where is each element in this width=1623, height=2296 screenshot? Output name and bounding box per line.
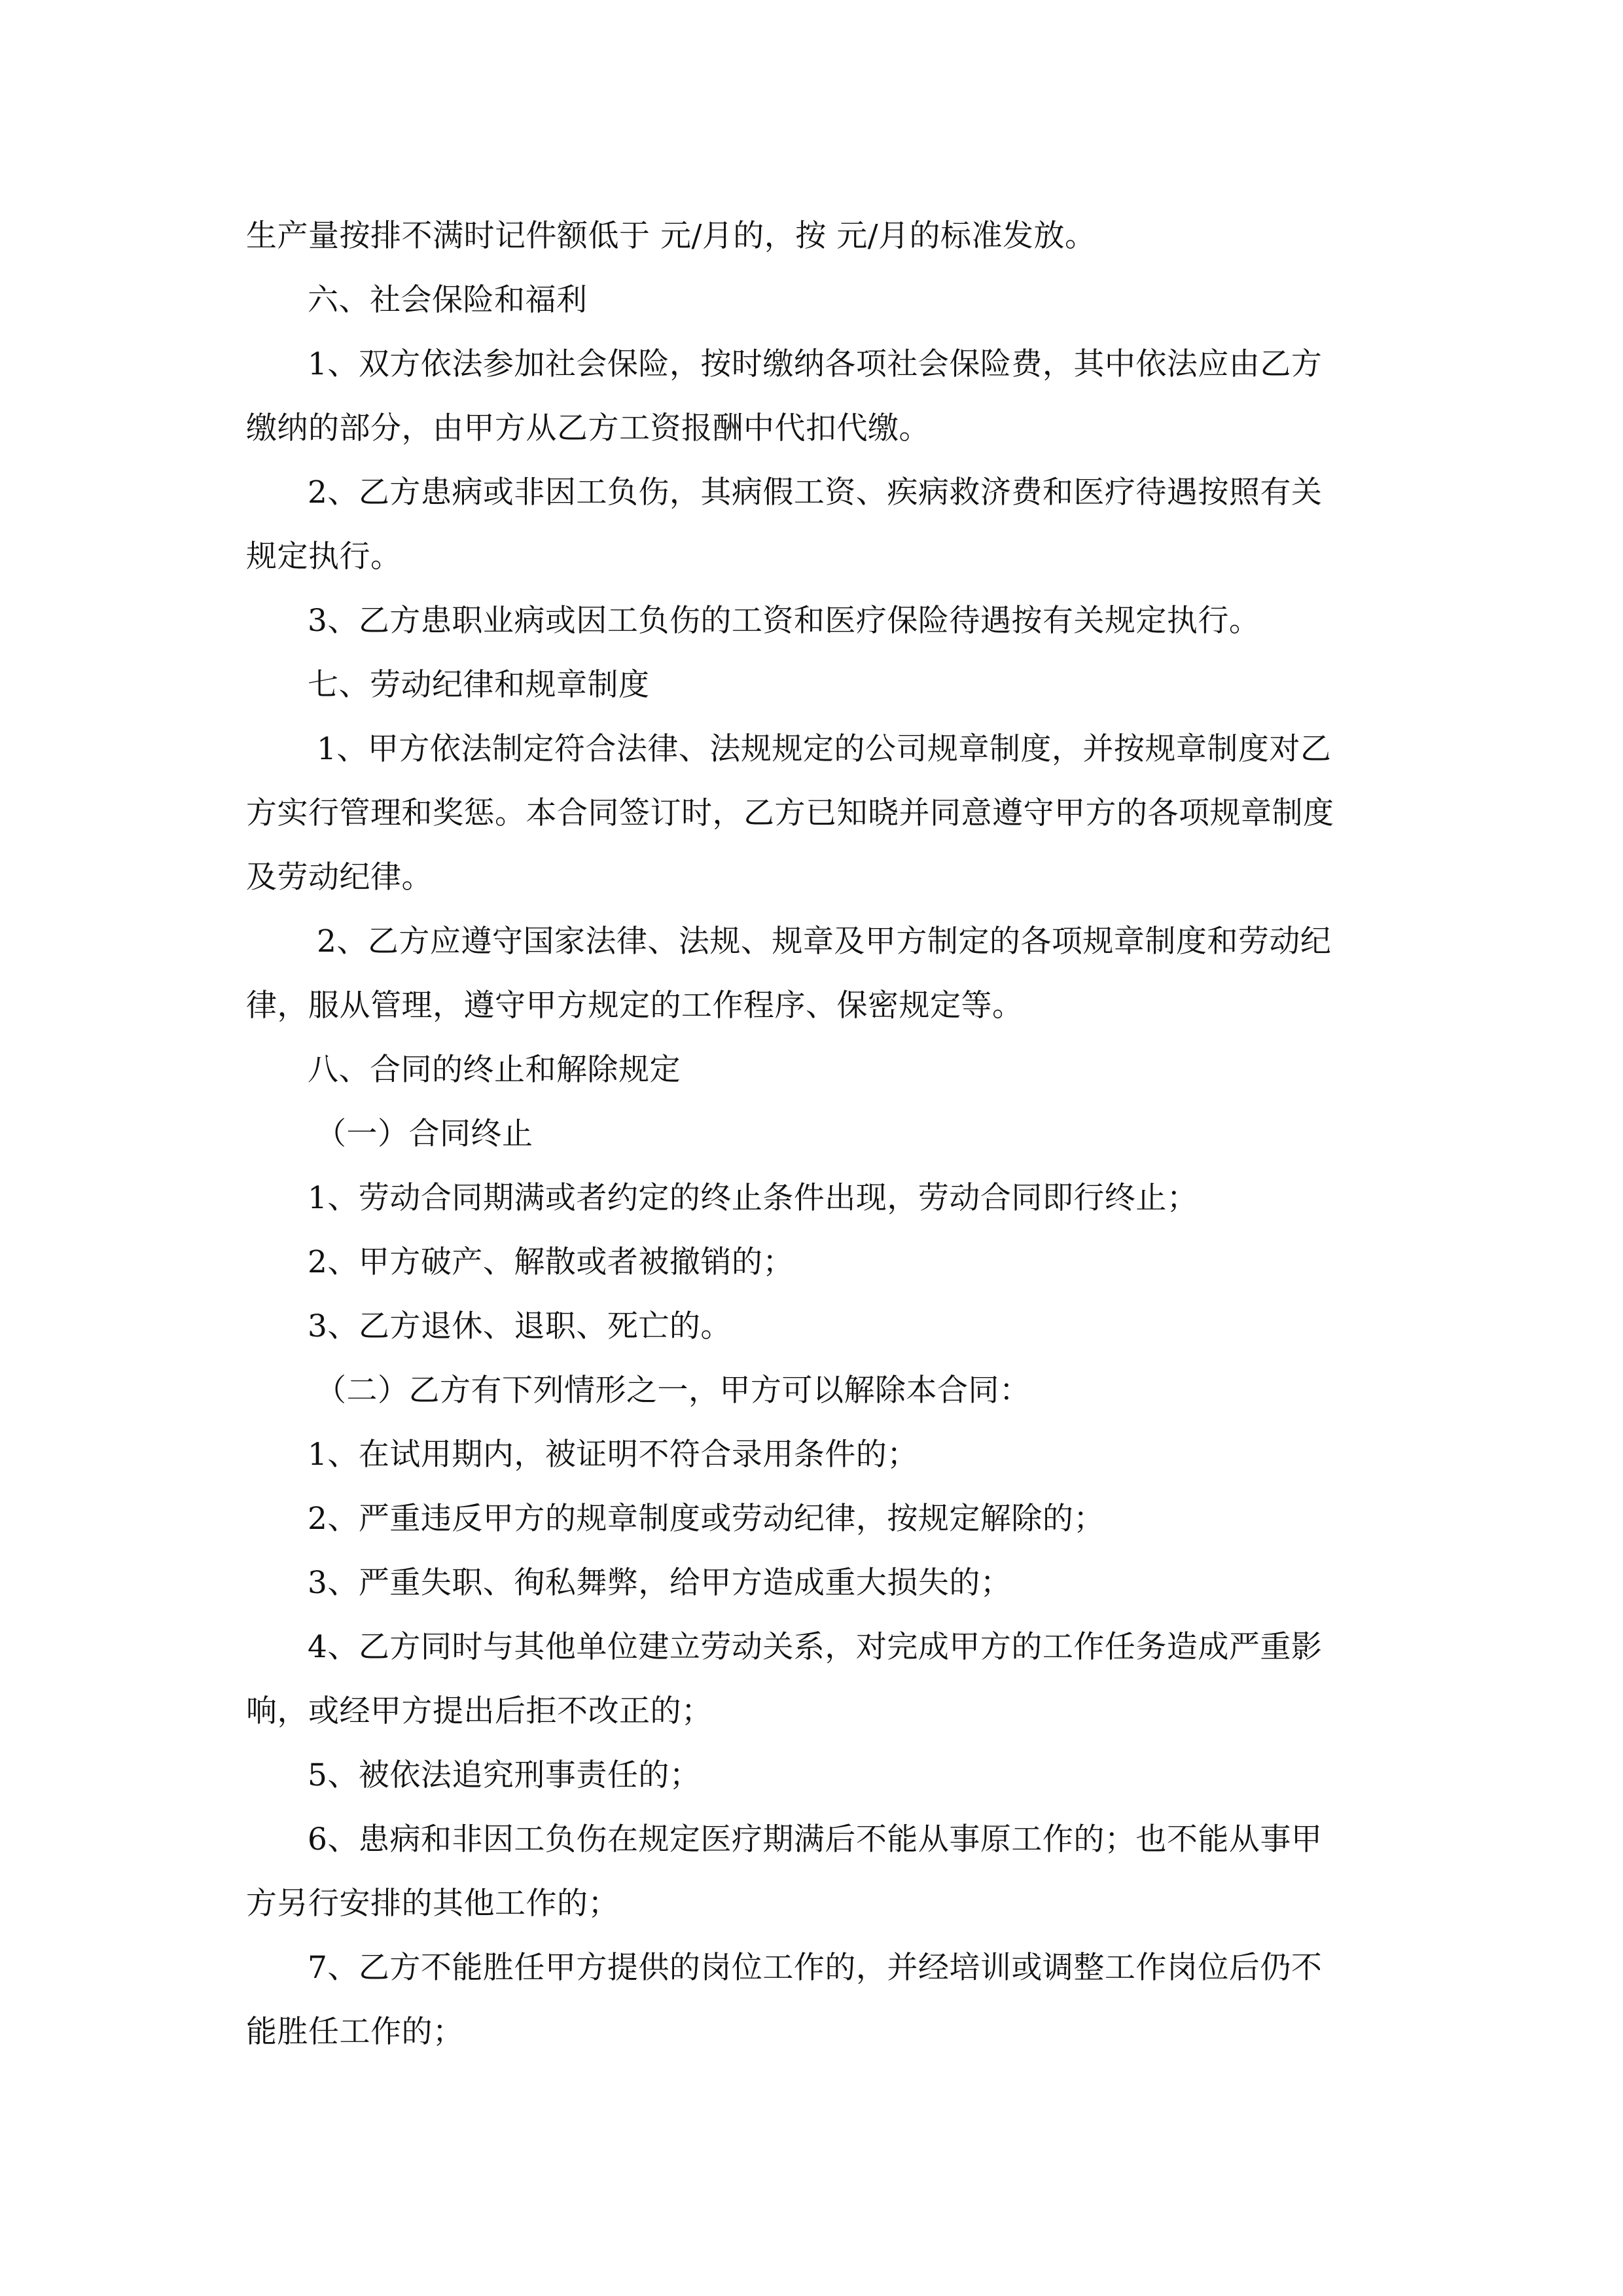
section-heading: 八、合同的终止和解除规定 — [308, 1052, 681, 1088]
paragraph-line: 1、双方依法参加社会保险，按时缴纳各项社会保险费，其中依法应由乙方 — [308, 346, 1323, 382]
list-item: 6、患病和非因工负伤在规定医疗期满后不能从事原工作的；也不能从事甲 — [308, 1821, 1323, 1857]
paragraph-line: 方实行管理和奖惩。本合同签订时，乙方已知晓并同意遵守甲方的各项规章制度 — [246, 795, 1334, 831]
list-item: 4、乙方同时与其他单位建立劳动关系，对完成甲方的工作任务造成严重影 — [308, 1629, 1323, 1665]
list-item-continuation: 能胜任工作的； — [246, 2014, 464, 2050]
list-item: 3、乙方退休、退职、死亡的。 — [308, 1308, 732, 1344]
section-heading: 七、劳动纪律和规章制度 — [308, 667, 650, 703]
paragraph-line: 及劳动纪律。 — [246, 859, 433, 895]
paragraph-line: 1、甲方依法制定符合法律、法规规定的公司规章制度，并按规章制度对乙 — [317, 731, 1332, 767]
list-item: 1、劳动合同期满或者约定的终止条件出现，劳动合同即行终止； — [308, 1180, 1198, 1216]
list-item: 1、在试用期内，被证明不符合录用条件的； — [308, 1437, 918, 1473]
list-item: 7、乙方不能胜任甲方提供的岗位工作的，并经培训或调整工作岗位后仍不 — [308, 1950, 1323, 1986]
paragraph-line: 3、乙方患职业病或因工负伤的工资和医疗保险待遇按有关规定执行。 — [308, 603, 1260, 639]
list-item-continuation: 方另行安排的其他工作的； — [246, 1886, 619, 1922]
paragraph-line: 律，服从管理，遵守甲方规定的工作程序、保密规定等。 — [246, 988, 1024, 1024]
list-item: 2、严重违反甲方的规章制度或劳动纪律，按规定解除的； — [308, 1501, 1105, 1537]
list-item: 2、甲方破产、解散或者被撤销的； — [308, 1244, 794, 1280]
paragraph-line: 规定执行。 — [246, 539, 402, 575]
subsection-heading: （二）乙方有下列情形之一，甲方可以解除本合同： — [315, 1372, 1031, 1408]
section-heading: 六、社会保险和福利 — [308, 282, 588, 318]
list-item-continuation: 响，或经甲方提出后拒不改正的； — [246, 1693, 713, 1729]
paragraph-line: 2、乙方患病或非因工负伤，其病假工资、疾病救济费和医疗待遇按照有关 — [308, 475, 1323, 511]
paragraph-line: 缴纳的部分，由甲方从乙方工资报酬中代扣代缴。 — [246, 410, 930, 446]
subsection-heading: （一）合同终止 — [315, 1116, 533, 1152]
list-item: 3、严重失职、徇私舞弊，给甲方造成重大损失的； — [308, 1565, 1012, 1601]
paragraph-line: 生产量按排不满时记件额低于 元/月的，按 元/月的标准发放。 — [246, 218, 1096, 254]
list-item: 5、被依法追究刑事责任的； — [308, 1757, 701, 1793]
document-page — [246, 204, 1378, 2064]
paragraph-line: 2、乙方应遵守国家法律、法规、规章及甲方制定的各项规章制度和劳动纪 — [317, 924, 1332, 960]
